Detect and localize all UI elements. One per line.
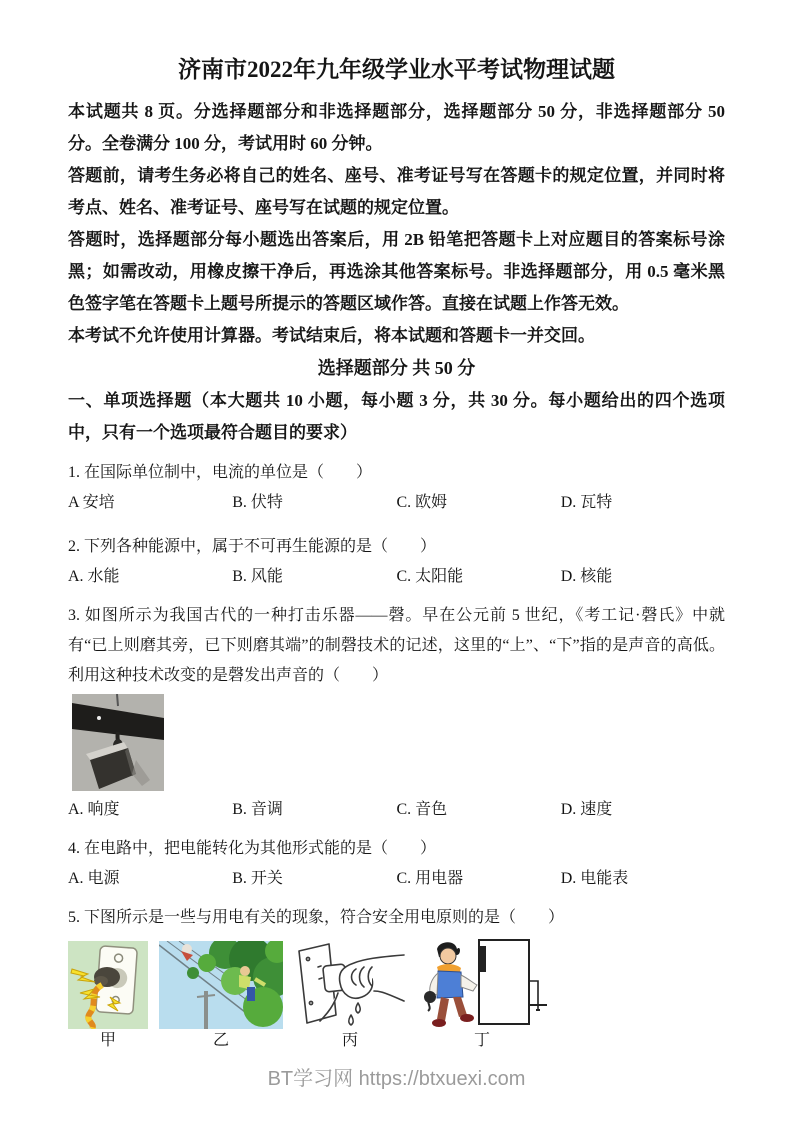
paper-content (68, 54, 725, 1051)
question-2-option-c: C. 太阳能 (396, 568, 464, 585)
instruction-paragraph-1: 本试题共 8 页。分选择题部分和非选择题部分，选择题部分 50 分，非选择题部分 50 分。全卷满分 100 分，考试用时 60 分钟。 (68, 102, 725, 153)
question-5-stem: 5. 下图所示是一些与用电有关的现象，符合安全用电原则的是（ ） (68, 909, 565, 926)
exam-instructions (68, 96, 725, 352)
question-2-option-d: D. 核能 (560, 568, 613, 585)
question-1-option-b: B. 伏特 (232, 494, 283, 511)
question-4 (68, 834, 725, 894)
question-2-option-a: A. 水能 (68, 568, 120, 585)
question-3-option-b: B. 音调 (232, 801, 283, 818)
site-watermark-link[interactable]: BT学习网 https://btxuexi.com (267, 1068, 526, 1090)
question-3-option-a: A. 响度 (68, 801, 120, 818)
figure-jia (68, 941, 148, 1051)
figure-ding (417, 937, 547, 1051)
instruction-paragraph-4: 本考试不允许使用计算器。考试结束后，将本试题和答题卡一并交回。 (68, 326, 595, 345)
hanging-stone-chime-photo (72, 694, 164, 791)
instruction-paragraph-3: 答题时，选择题部分每小题选出答案后，用 2B 铅笔把答题卡上对应题目的答案标号涂黑；如需改动，用橡皮擦干净后，再选涂其他答案标号。非选择题部分，用 0.5 毫米黑色签字笔在答题卡上题号所提示的答题区域作答。直接在试题上作答无效。 (68, 230, 725, 313)
figure-jia-label: 甲 (99, 1032, 116, 1049)
question-4-option-a: A. 电源 (68, 870, 120, 887)
grounded-refrigerator-image (417, 937, 547, 1029)
question-5-figures (68, 937, 725, 1051)
figure-yi (159, 941, 283, 1051)
question-4-option-d: D. 电能表 (560, 870, 629, 887)
question-2-options (68, 562, 725, 592)
question-3-options (68, 795, 725, 825)
figure-bing (294, 939, 406, 1051)
question-1-stem: 1. 在国际单位制中，电流的单位是（ ） (68, 464, 373, 481)
question-4-option-c: C. 用电器 (396, 870, 464, 887)
figure-bing-label: 丙 (341, 1032, 358, 1049)
question-4-option-b: B. 开关 (232, 870, 283, 887)
climbing-tree-near-power-lines-image (159, 941, 283, 1029)
question-1 (68, 458, 725, 518)
question-1-option-a: A 安培 (68, 494, 115, 511)
figure-ding-label: 丁 (473, 1032, 490, 1049)
question-2-option-b: B. 风能 (232, 568, 283, 585)
question-4-stem: 4. 在电路中，把电能转化为其他形式能的是（ ） (68, 840, 437, 857)
question-1-options (68, 488, 725, 518)
paper-title: 济南市2022年九年级学业水平考试物理试题 (178, 57, 615, 82)
question-3 (68, 601, 725, 825)
question-3-option-c: C. 音色 (396, 801, 448, 818)
question-3-option-d: D. 速度 (560, 801, 613, 818)
instruction-paragraph-2: 答题前，请考生务必将自己的姓名、座号、准考证号写在答题卡的规定位置，并同时将考点、姓名、准考证号、座号写在试题的规定位置。 (68, 166, 725, 217)
single-choice-part-heading: 一、单项选择题（本大题共 10 小题，每小题 3 分，共 30 分。每小题给出的四个选项中，只有一个选项最符合题目的要求） (68, 391, 725, 442)
question-3-stem: 3. 如图所示为我国古代的一种打击乐器——磬。早在公元前 5 世纪，《考工记·磬氏》中就有“已上则磨其旁，已下则磨其端”的制磬技术的记述，这里的“上”、“下”指的是声音的高低。利用这种技术改变的是磬发出声音的（ ） (68, 607, 725, 684)
question-5 (68, 903, 725, 1051)
question-1-option-c: C. 欧姆 (396, 494, 448, 511)
figure-yi-label: 乙 (212, 1032, 229, 1049)
question-4-options (68, 864, 725, 894)
question-2 (68, 532, 725, 592)
question-2-stem: 2. 下列各种能源中，属于不可再生能源的是（ ） (68, 538, 437, 555)
choice-section-heading: 选择题部分 共 50 分 (317, 358, 476, 378)
question-1-option-d: D. 瓦特 (560, 494, 613, 511)
damaged-plug-in-socket-image (68, 941, 148, 1029)
wet-hand-touching-plug-image (294, 939, 406, 1029)
